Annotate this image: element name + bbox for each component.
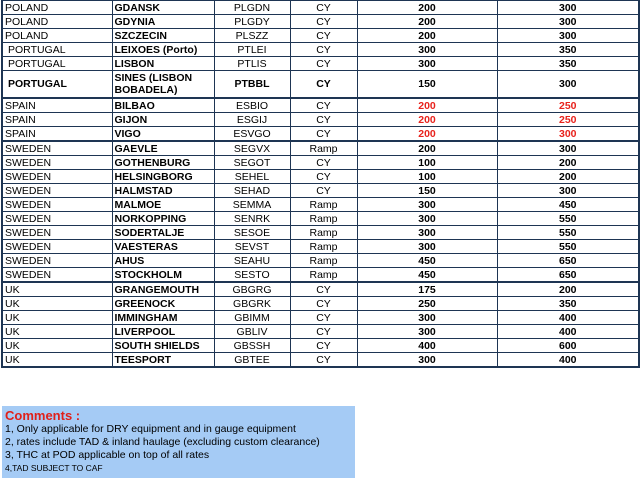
- country-cell: SPAIN: [2, 127, 112, 142]
- port-code-cell: SENRK: [214, 212, 290, 226]
- country-cell: POLAND: [2, 1, 112, 15]
- comment-line: 4,TAD SUBJECT TO CAF: [5, 463, 103, 473]
- port-code-cell: ESVGO: [214, 127, 290, 142]
- table-row: [2, 311, 639, 325]
- terms-cell: Ramp: [290, 240, 357, 254]
- comments-box: [2, 406, 355, 478]
- rate-1-cell: 200: [357, 29, 497, 43]
- table-row: [2, 226, 639, 240]
- port-code-cell: GBSSH: [214, 339, 290, 353]
- country-cell: UK: [2, 297, 112, 311]
- country-cell: UK: [2, 353, 112, 368]
- terms-cell: Ramp: [290, 254, 357, 268]
- rate-2-cell: 400: [497, 325, 639, 339]
- port-cell: SINES (LISBON BOBADELA): [112, 71, 214, 99]
- country-cell: UK: [2, 282, 112, 297]
- rate-1-cell: 450: [357, 254, 497, 268]
- port-code-cell: GBIMM: [214, 311, 290, 325]
- rate-1-cell: 175: [357, 282, 497, 297]
- port-code-cell: SEVST: [214, 240, 290, 254]
- rate-1-cell: 450: [357, 268, 497, 283]
- table-row: [2, 15, 639, 29]
- country-cell: PORTUGAL: [2, 43, 112, 57]
- rate-2-cell: 650: [497, 268, 639, 283]
- terms-cell: CY: [290, 170, 357, 184]
- port-cell: GRANGEMOUTH: [112, 282, 214, 297]
- rate-1-cell: 200: [357, 98, 497, 113]
- table-row: [2, 268, 639, 283]
- port-cell: VIGO: [112, 127, 214, 142]
- rate-2-cell: 300: [497, 184, 639, 198]
- table-row: [2, 127, 639, 142]
- terms-cell: CY: [290, 98, 357, 113]
- rate-1-cell: 200: [357, 1, 497, 15]
- port-cell: MALMOE: [112, 198, 214, 212]
- comments-title: Comments :: [5, 408, 81, 423]
- rate-2-cell: 250: [497, 98, 639, 113]
- table-row: [2, 198, 639, 212]
- terms-cell: Ramp: [290, 268, 357, 283]
- port-code-cell: SEHAD: [214, 184, 290, 198]
- rate-1-cell: 150: [357, 71, 497, 99]
- table-row: [2, 170, 639, 184]
- rate-2-cell: 250: [497, 113, 639, 127]
- port-cell: HALMSTAD: [112, 184, 214, 198]
- terms-cell: CY: [290, 282, 357, 297]
- rate-table: [1, 0, 640, 368]
- terms-cell: CY: [290, 339, 357, 353]
- country-cell: SWEDEN: [2, 170, 112, 184]
- rate-1-cell: 300: [357, 353, 497, 368]
- rate-1-cell: 250: [357, 297, 497, 311]
- rate-1-cell: 300: [357, 311, 497, 325]
- port-cell: LEIXOES (Porto): [112, 43, 214, 57]
- table-row: [2, 353, 639, 368]
- rate-2-cell: 650: [497, 254, 639, 268]
- table-row: [2, 57, 639, 71]
- country-cell: POLAND: [2, 15, 112, 29]
- port-code-cell: PLSZZ: [214, 29, 290, 43]
- terms-cell: CY: [290, 311, 357, 325]
- port-cell: GAEVLE: [112, 141, 214, 156]
- terms-cell: CY: [290, 297, 357, 311]
- country-cell: UK: [2, 339, 112, 353]
- table-row: [2, 29, 639, 43]
- rate-2-cell: 450: [497, 198, 639, 212]
- terms-cell: CY: [290, 353, 357, 368]
- rate-1-cell: 100: [357, 170, 497, 184]
- table-row: [2, 212, 639, 226]
- port-cell: AHUS: [112, 254, 214, 268]
- table-row: [2, 184, 639, 198]
- port-cell: LISBON: [112, 57, 214, 71]
- rate-1-cell: 150: [357, 184, 497, 198]
- comment-line: 3, THC at POD applicable on top of all rates: [5, 449, 210, 461]
- port-cell: GDANSK: [112, 1, 214, 15]
- rate-2-cell: 300: [497, 29, 639, 43]
- table-row: [2, 71, 639, 99]
- terms-cell: CY: [290, 184, 357, 198]
- country-cell: SWEDEN: [2, 156, 112, 170]
- country-cell: SPAIN: [2, 113, 112, 127]
- rate-1-cell: 300: [357, 57, 497, 71]
- comment-line: 1, Only applicable for DRY equipment and in gauge equipment: [5, 423, 296, 435]
- port-cell: STOCKHOLM: [112, 268, 214, 283]
- terms-cell: Ramp: [290, 226, 357, 240]
- rate-2-cell: 400: [497, 311, 639, 325]
- port-cell: NORKOPPING: [112, 212, 214, 226]
- country-cell: SWEDEN: [2, 254, 112, 268]
- country-cell: SWEDEN: [2, 184, 112, 198]
- table-row: [2, 254, 639, 268]
- rate-1-cell: 200: [357, 113, 497, 127]
- rate-1-cell: 300: [357, 240, 497, 254]
- country-cell: SPAIN: [2, 98, 112, 113]
- rate-1-cell: 300: [357, 198, 497, 212]
- rate-2-cell: 550: [497, 240, 639, 254]
- country-cell: SWEDEN: [2, 198, 112, 212]
- port-code-cell: SEGVX: [214, 141, 290, 156]
- port-cell: SOUTH SHIELDS: [112, 339, 214, 353]
- country-cell: PORTUGAL: [2, 71, 112, 99]
- rate-2-cell: 200: [497, 282, 639, 297]
- rate-2-cell: 200: [497, 156, 639, 170]
- table-row: [2, 1, 639, 15]
- port-code-cell: GBGRG: [214, 282, 290, 297]
- terms-cell: CY: [290, 15, 357, 29]
- country-cell: SWEDEN: [2, 240, 112, 254]
- rate-1-cell: 300: [357, 212, 497, 226]
- port-cell: TEESPORT: [112, 353, 214, 368]
- rate-1-cell: 200: [357, 127, 497, 142]
- terms-cell: CY: [290, 156, 357, 170]
- terms-cell: CY: [290, 113, 357, 127]
- port-cell: SODERTALJE: [112, 226, 214, 240]
- port-cell: BILBAO: [112, 98, 214, 113]
- terms-cell: CY: [290, 43, 357, 57]
- port-code-cell: SEHEL: [214, 170, 290, 184]
- rate-1-cell: 100: [357, 156, 497, 170]
- rate-2-cell: 350: [497, 297, 639, 311]
- table-row: [2, 156, 639, 170]
- rate-2-cell: 300: [497, 71, 639, 99]
- terms-cell: CY: [290, 1, 357, 15]
- country-cell: SWEDEN: [2, 212, 112, 226]
- terms-cell: CY: [290, 71, 357, 99]
- table-row: [2, 297, 639, 311]
- table-row: [2, 339, 639, 353]
- table-row: [2, 325, 639, 339]
- country-cell: PORTUGAL: [2, 57, 112, 71]
- port-cell: SZCZECIN: [112, 29, 214, 43]
- rate-1-cell: 300: [357, 325, 497, 339]
- table-row: [2, 240, 639, 254]
- port-cell: GREENOCK: [112, 297, 214, 311]
- table-row: [2, 282, 639, 297]
- terms-cell: CY: [290, 325, 357, 339]
- port-code-cell: PTLIS: [214, 57, 290, 71]
- port-code-cell: GBLIV: [214, 325, 290, 339]
- rate-2-cell: 300: [497, 141, 639, 156]
- port-code-cell: PTLEI: [214, 43, 290, 57]
- port-code-cell: SEGOT: [214, 156, 290, 170]
- port-code-cell: SEMMA: [214, 198, 290, 212]
- port-cell: LIVERPOOL: [112, 325, 214, 339]
- rate-1-cell: 300: [357, 43, 497, 57]
- port-code-cell: PLGDY: [214, 15, 290, 29]
- rate-1-cell: 300: [357, 226, 497, 240]
- table-row: [2, 141, 639, 156]
- rate-1-cell: 200: [357, 141, 497, 156]
- rate-2-cell: 350: [497, 43, 639, 57]
- port-code-cell: PTBBL: [214, 71, 290, 99]
- terms-cell: Ramp: [290, 198, 357, 212]
- rate-1-cell: 200: [357, 15, 497, 29]
- port-cell: VAESTERAS: [112, 240, 214, 254]
- table-row: [2, 98, 639, 113]
- table-row: [2, 113, 639, 127]
- port-code-cell: SESTO: [214, 268, 290, 283]
- port-code-cell: PLGDN: [214, 1, 290, 15]
- rate-2-cell: 550: [497, 226, 639, 240]
- port-code-cell: SESOE: [214, 226, 290, 240]
- port-cell: HELSINGBORG: [112, 170, 214, 184]
- port-cell: GIJON: [112, 113, 214, 127]
- country-cell: SWEDEN: [2, 268, 112, 283]
- country-cell: SWEDEN: [2, 141, 112, 156]
- country-cell: SWEDEN: [2, 226, 112, 240]
- rate-1-cell: 400: [357, 339, 497, 353]
- terms-cell: Ramp: [290, 212, 357, 226]
- port-code-cell: ESGIJ: [214, 113, 290, 127]
- port-code-cell: ESBIO: [214, 98, 290, 113]
- terms-cell: Ramp: [290, 141, 357, 156]
- rate-2-cell: 550: [497, 212, 639, 226]
- port-code-cell: GBGRK: [214, 297, 290, 311]
- rate-2-cell: 400: [497, 353, 639, 368]
- rate-2-cell: 300: [497, 15, 639, 29]
- table-row: [2, 43, 639, 57]
- port-cell: IMMINGHAM: [112, 311, 214, 325]
- port-code-cell: SEAHU: [214, 254, 290, 268]
- rate-2-cell: 300: [497, 1, 639, 15]
- port-code-cell: GBTEE: [214, 353, 290, 368]
- country-cell: UK: [2, 325, 112, 339]
- rate-2-cell: 200: [497, 170, 639, 184]
- comment-line: 2, rates include TAD & inland haulage (excluding custom clearance): [5, 436, 320, 448]
- terms-cell: CY: [290, 127, 357, 142]
- port-cell: GOTHENBURG: [112, 156, 214, 170]
- rate-2-cell: 600: [497, 339, 639, 353]
- terms-cell: CY: [290, 57, 357, 71]
- terms-cell: CY: [290, 29, 357, 43]
- country-cell: POLAND: [2, 29, 112, 43]
- rate-2-cell: 300: [497, 127, 639, 142]
- port-cell: GDYNIA: [112, 15, 214, 29]
- rate-2-cell: 350: [497, 57, 639, 71]
- country-cell: UK: [2, 311, 112, 325]
